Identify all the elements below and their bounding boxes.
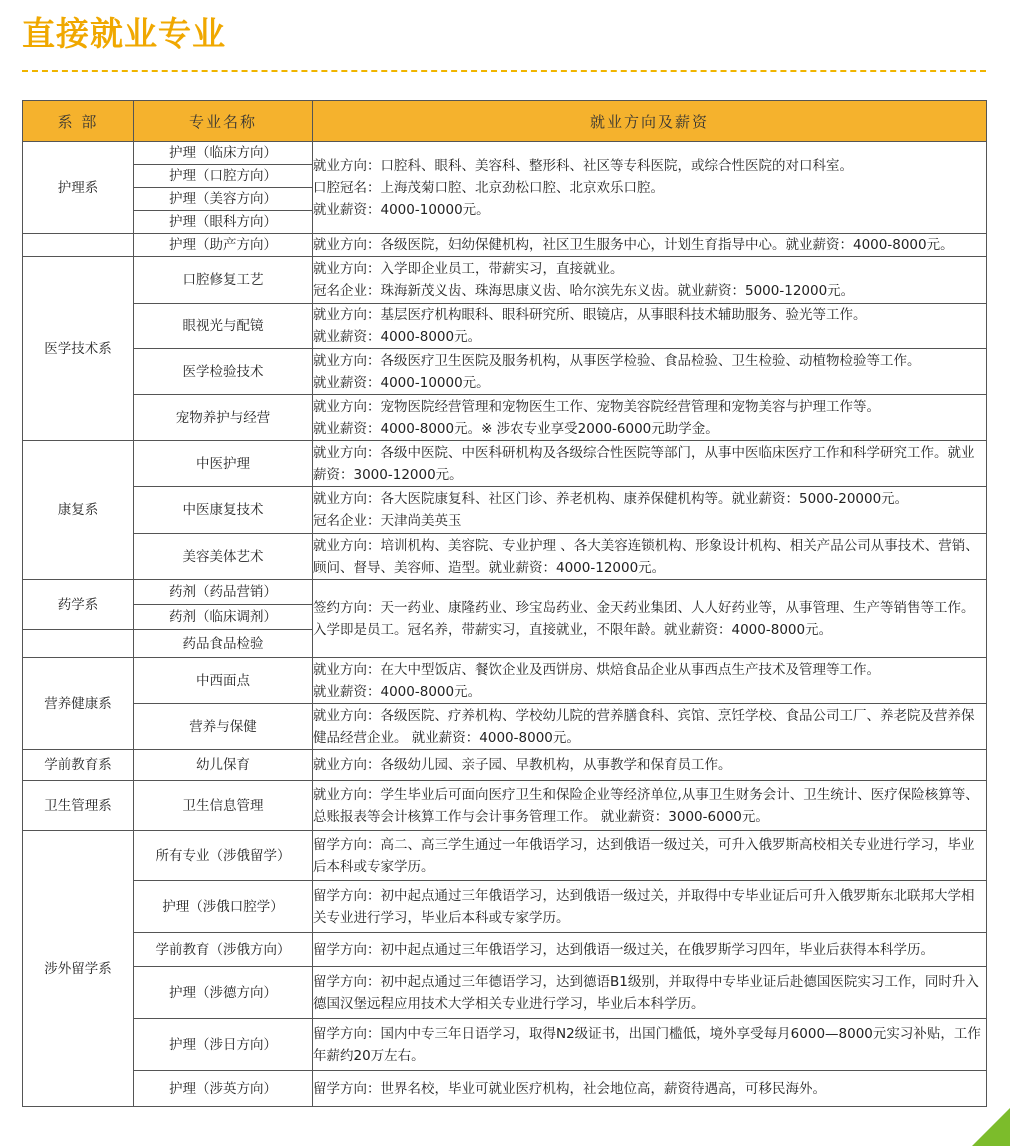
table-row <box>23 1019 987 1071</box>
header-info: 就业方向及薪资 <box>313 101 987 142</box>
info-cell: 留学方向：国内中专三年日语学习，取得N2级证书，出国门槛低，境外享受每月6000—8000元实习补贴，工作年薪约20万左右。 <box>313 1019 987 1071</box>
table-row <box>23 658 987 704</box>
dept-cell: 卫生管理系 <box>23 781 134 831</box>
major-cell: 所有专业（涉俄留学） <box>134 831 313 881</box>
info-cell: 就业方向：基层医疗机构眼科、眼科研究所、眼镜店，从事眼科技术辅助服务、验光等工作。 就业薪资：4000-8000元。 <box>313 304 987 349</box>
major-cell: 药剂（临床调剂） <box>134 605 313 630</box>
info-cell: 就业方向：学生毕业后可面向医疗卫生和保险企业等经济单位,从事卫生财务会计、卫生统计、医疗保险核算等、总账报表等会计核算工作与会计事务管理工作。 就业薪资：3000-6000元。 <box>313 781 987 831</box>
table-header-row <box>23 101 987 142</box>
dept-cell: 学前教育系 <box>23 750 134 781</box>
major-cell: 护理（助产方向） <box>134 234 313 257</box>
major-cell: 中西面点 <box>134 658 313 704</box>
table-row <box>23 831 987 881</box>
header-dept: 系 部 <box>23 101 134 142</box>
page-title: 直接就业专业 <box>22 14 226 53</box>
table-row <box>23 257 987 304</box>
majors-table <box>22 100 987 1107</box>
table-row <box>23 750 987 781</box>
info-cell: 留学方向：高二、高三学生通过一年俄语学习，达到俄语一级过关，可升入俄罗斯高校相关专业进行学习，毕业后本科或专家学历。 <box>313 831 987 881</box>
major-cell: 口腔修复工艺 <box>134 257 313 304</box>
info-cell: 就业方向：宠物医院经营管理和宠物医生工作、宠物美容院经营管理和宠物美容与护理工作等。 就业薪资：4000-8000元。※ 涉农专业享受2000-6000元助学金。 <box>313 395 987 441</box>
major-cell: 美容美体艺术 <box>134 534 313 580</box>
major-cell: 护理（涉俄口腔学） <box>134 881 313 933</box>
info-cell: 就业方向：各大医院康复科、社区门诊、养老机构、康养保健机构等。就业薪资：5000-20000元。 冠名企业：天津尚美英玉 <box>313 487 987 534</box>
corner-decoration <box>972 1108 1010 1146</box>
table-row <box>23 933 987 967</box>
info-cell: 就业方向：入学即企业员工，带薪实习，直接就业。 冠名企业：珠海新茂义齿、珠海思康义齿、哈尔滨先东义齿。就业薪资：5000-12000元。 <box>313 257 987 304</box>
info-cell: 就业方向：各级幼儿园、亲子园、早教机构，从事教学和保育员工作。 <box>313 750 987 781</box>
major-cell: 护理（涉日方向） <box>134 1019 313 1071</box>
dashed-divider <box>22 70 986 72</box>
table-row <box>23 441 987 487</box>
dept-cell: 涉外留学系 <box>23 831 134 1107</box>
info-cell: 留学方向：初中起点通过三年俄语学习，达到俄语一级过关，并取得中专毕业证后可升入俄罗斯东北联邦大学相关专业进行学习，毕业后本科或专家学历。 <box>313 881 987 933</box>
major-cell: 护理（口腔方向） <box>134 165 313 188</box>
dept-cell: 营养健康系 <box>23 658 134 750</box>
table-row <box>23 781 987 831</box>
dept-cell: 医学技术系 <box>23 257 134 441</box>
table-row <box>23 349 987 395</box>
major-cell: 药剂（药品营销） <box>134 580 313 605</box>
major-cell: 护理（涉德方向） <box>134 967 313 1019</box>
major-cell: 药品食品检验 <box>134 630 313 658</box>
info-cell: 签约方向：天一药业、康隆药业、珍宝岛药业、金天药业集团、人人好药业等，从事管理、生产等销售等工作。入学即是员工。冠名养，带薪实习，直接就业，不限年龄。就业薪资：4000-8000元。 <box>313 580 987 658</box>
major-cell: 眼视光与配镜 <box>134 304 313 349</box>
major-cell: 中医康复技术 <box>134 487 313 534</box>
dept-cell <box>23 234 134 257</box>
table-row <box>23 234 987 257</box>
major-cell: 护理（临床方向） <box>134 142 313 165</box>
info-cell: 留学方向：初中起点通过三年俄语学习，达到俄语一级过关，在俄罗斯学习四年，毕业后获得本科学历。 <box>313 933 987 967</box>
major-cell: 医学检验技术 <box>134 349 313 395</box>
dept-cell: 康复系 <box>23 441 134 580</box>
table-row <box>23 580 987 605</box>
major-cell: 护理（美容方向） <box>134 188 313 211</box>
info-cell: 就业方向：各级医疗卫生医院及服务机构，从事医学检验、食品检验、卫生检验、动植物检验等工作。 就业薪资：4000-10000元。 <box>313 349 987 395</box>
major-cell: 学前教育（涉俄方向） <box>134 933 313 967</box>
table-row <box>23 142 987 165</box>
table-row <box>23 534 987 580</box>
table-row <box>23 967 987 1019</box>
table-row <box>23 487 987 534</box>
major-cell: 卫生信息管理 <box>134 781 313 831</box>
info-cell: 就业方向：各级医院、疗养机构、学校幼儿院的营养膳食科、宾馆、烹饪学校、食品公司工厂、养老院及营养保健品经营企业。 就业薪资：4000-8000元。 <box>313 704 987 750</box>
info-cell: 留学方向：世界名校，毕业可就业医疗机构，社会地位高，薪资待遇高，可移民海外。 <box>313 1071 987 1107</box>
dept-cell: 护理系 <box>23 142 134 234</box>
table-row <box>23 395 987 441</box>
table-row <box>23 704 987 750</box>
info-cell: 留学方向：初中起点通过三年德语学习，达到德语B1级别，并取得中专毕业证后赴德国医院实习工作，同时升入德国汉堡远程应用技术大学相关专业进行学习，毕业后本科学历。 <box>313 967 987 1019</box>
info-cell: 就业方向：各级医院，妇幼保健机构，社区卫生服务中心，计划生育指导中心。就业薪资：4000-8000元。 <box>313 234 987 257</box>
major-cell: 护理（眼科方向） <box>134 211 313 234</box>
table-row <box>23 304 987 349</box>
table-row <box>23 881 987 933</box>
major-cell: 营养与保健 <box>134 704 313 750</box>
major-cell: 宠物养护与经营 <box>134 395 313 441</box>
table-row <box>23 1071 987 1107</box>
info-cell: 就业方向：培训机构、美容院、专业护理 、各大美容连锁机构、形象设计机构、相关产品公司从事技术、营销、顾问、督导、美容师、造型。就业薪资：4000-12000元。 <box>313 534 987 580</box>
info-cell: 就业方向：各级中医院、中医科研机构及各级综合性医院等部门，从事中医临床医疗工作和科学研究工作。就业薪资：3000-12000元。 <box>313 441 987 487</box>
major-cell: 护理（涉英方向） <box>134 1071 313 1107</box>
info-cell: 就业方向：在大中型饭店、餐饮企业及西饼房、烘焙食品企业从事西点生产技术及管理等工作。 就业薪资：4000-8000元。 <box>313 658 987 704</box>
dept-cell <box>23 630 134 658</box>
header-major: 专业名称 <box>134 101 313 142</box>
major-cell: 幼儿保育 <box>134 750 313 781</box>
info-cell: 就业方向：口腔科、眼科、美容科、整形科、社区等专科医院，或综合性医院的对口科室。 口腔冠名：上海茂菊口腔、北京劲松口腔、北京欢乐口腔。 就业薪资：4000-10000元。 <box>313 142 987 234</box>
dept-cell: 药学系 <box>23 580 134 630</box>
major-cell: 中医护理 <box>134 441 313 487</box>
